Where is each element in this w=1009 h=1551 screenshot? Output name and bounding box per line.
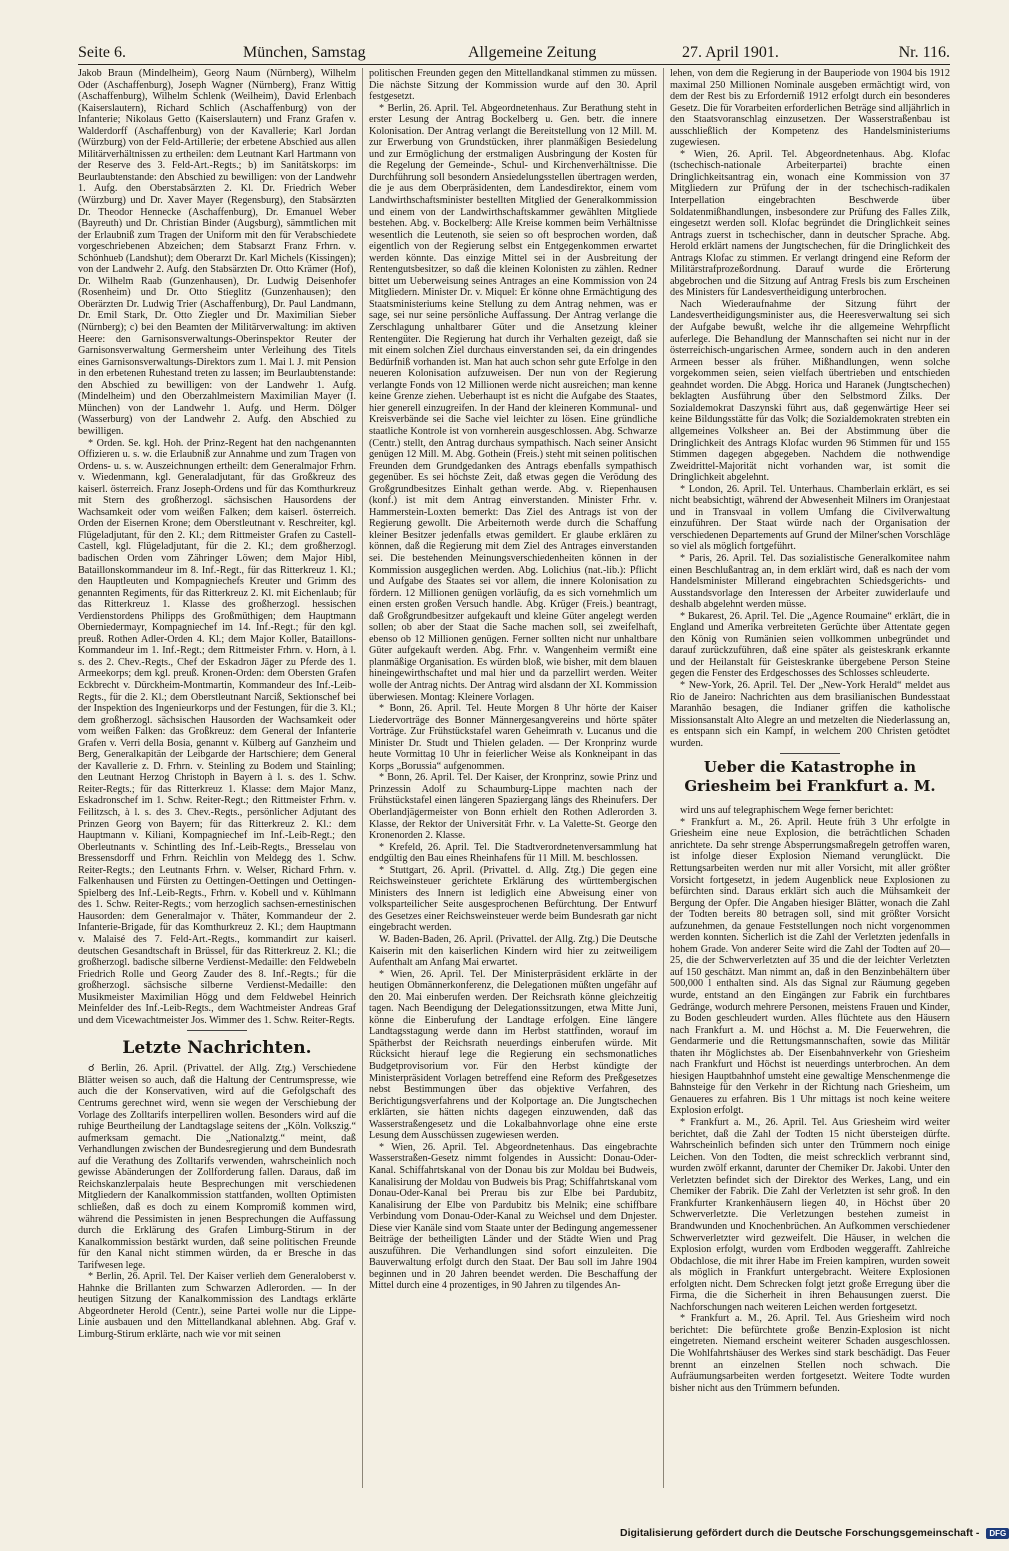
article-paragraph: * London, 26. April. Tel. Unterhaus. Chamberlain erklärt, es sei nicht beabsichtigt, während der Abwesenheit Milners im Oranjestaat und in Transvaal in vollem Umfang die Civilverwaltung einzuführen. Der Staat würde nach der Organisation der verschiedenen Departements auf Grund der Milner'schen Vorschläge so viel als möglich fortgeführt. — [670, 483, 950, 553]
column-3 — [670, 68, 950, 1488]
column-1 — [78, 68, 356, 1488]
article-paragraph: wird uns auf telegraphischem Wege ferner berichtet: — [680, 805, 894, 817]
article-paragraph: W. Baden-Baden, 26. April. (Privattel. der Allg. Ztg.) Die Deutsche Kaiserin mit den kaiserlichen Kindern wird hier zu zeitweiligem Aufenthalt am Anfang Mai erwartet. — [369, 934, 657, 969]
article-paragraph: * Krefeld, 26. April. Tel. Die Stadtverordnetenversammlung hat endgültig den Bau eines Rheinhafens für 11 Mill. M. beschlossen. — [369, 841, 657, 865]
section-divider — [780, 800, 840, 801]
article-paragraph: * Frankfurt a. M., 26. April. Heute früh 3 Uhr erfolgte in Griesheim eine neue Explosion, die beträchtlichen Schaden anrichtete. Da sehr strenge Absperrungsmaßregeln getroffen waren, ist infolge dieser Explosion Niemand verunglückt. Die Rettungsarbeiten werden nur mit aller Vorsicht, mit aller größter Vorsicht fortgesetzt, in jedem Augenblick neue Explosionen zu befürchten sind. Daraus erklärt sich auch die Mühsamkeit der Bergung der Opfer. Die Angaben hiesiger Blätter, wonach die Zahl der Todten bereits 80 betragen soll, sind mit größter Vorsicht aufzunehmen, da genaue Feststellungen noch nicht vorgenommen werden konnten. Sicherlich ist die Zahl der Verletzten jedenfalls in hohem Grade. Von anderer Seite wird die Zahl der Todten auf 20—25, die der Schwerverletzten auf 35 und die der leichter Verletzten auf 150 geschätzt. Man nimmt an, daß in den Benzinbehältern über 500,000 l enthalten sind. Als das Signal zur Räumung gegeben wurde, entstand an den Eingängen zur Fabrik ein furchtbares Gedränge, wodurch mehrere Personen, meistens Frauen und Kinder, zu Boden geschleudert wurden. Alles flüchtete aus den Häusern nach Frankfurt a. M. und Höchst a. M. Die Feuerwehren, die Gendarmerie und die Rettungsmannschaften, sowie das Militär thaten ihr Möglichstes ab. Der Eisenbahnverkehr von Griesheim nach Frankfurt und Höchst ist neuerdings unterbrochen. An dem hiesigen Hauptbahnhof umsteht eine gewaltige Menschenmenge die Bahnsteige für den Verkehr in der Richtung nach Griesheim, um Genaueres zu erfahren. Bis 1 Uhr mittags ist noch keine weitere Explosion erfolgt. — [670, 816, 950, 1117]
article-paragraph: * Bukarest, 26. April. Tel. Die „Agence Roumaine“ erklärt, die in England und Amerika verbreiteten Gerüchte über Attentate gegen den König von Rumänien seien vollkommen unbegründet und darauf zurückzuführen, daß eine später als geisteskrank erkannte und der Heilanstalt für Geisteskranke übergebene Person Steine gegen die Fenster des Erdgeschosses des Schlosses schleuderte. — [670, 610, 950, 680]
column-divider-1 — [362, 68, 363, 1488]
article-paragraph: * Bonn, 26. April. Tel. Der Kaiser, der Kronprinz, sowie Prinz und Prinzessin Adolf zu Schaumburg-Lippe machten nach der Frühstückstafel einen längeren Spaziergang längs des Rheinufers. Der Oberlandjägermeister von Bonn erhielt den Rothen Adlerorden 3. Klasse, der Rektor der Universität Frhr. v. La Valette-St. George den Kronenorden 2. Klasse. — [369, 772, 657, 842]
article-paragraph: * Berlin, 26. April. Tel. Der Kaiser verlieh dem Generaloberst v. Hahnke die Brillanten zum Schwarzen Adlerorden. — In der heutigen Sitzung der Kanalkommission des Landtags erklärte Abgeordneter Herold (Centr.), seine Partei wolle nur die Lippe-Linie ausbauen und den Mittellandkanal ablehnen. Abg. Graf v. Limburg-Stirum erklärte, nach wie vor mit seinen — [78, 1271, 356, 1340]
section-divider — [187, 1030, 247, 1031]
credit-text: Digitalisierung gefördert durch die Deutsche Forschungsgemeinschaft - — [620, 1527, 980, 1539]
masthead-title: Allgemeine Zeitung — [468, 44, 597, 61]
article-paragraph: * Wien, 26. April. Tel. Abgeordnetenhaus. Abg. Klofac (tschechisch-nationale Arbeiterpartei) brachte einen Dringlichkeitsantrag ein, wonach eine Kommission von 37 Mitgliedern zur Prüfung der in der tschechisch-radikalen Interpellation eingebrachten Beschwerde über Soldatenmißhandlungen, insbesondere zur Prüfung des Falles Zilk, eingesetzt werden soll. Klofac begründet die Dringlichkeit seines Antrags zuerst in tschechischer, dann in deutscher Sprache. Abg. Herold erklärt namens der Jungtschechen, für die Dringlichkeit des Antrags Klofac zu stimmen. Er verlangt dringend eine Reform der Militärstrafprozeßordnung. Darauf wurde die Erörterung abgebrochen und die Sitzung auf Antrag Fresls bis zum Erscheinen des Ministers für Landesvertheidigung unterbrochen. — [670, 148, 950, 299]
issue-date: 27. April 1901. — [682, 44, 779, 61]
article-paragraph: Jakob Braun (Mindelheim), Georg Naum (Nürnberg), Wilhelm Oder (Aschaffenburg), Joseph Wagner (Nürnberg), Franz Wittig (Aschaffenburg), Wilhelm Schlenk (Weilheim), David Erlenbach (Kaiserslautern), Richard Schlich (Aschaffenburg) von der Infanterie; Nikolaus Getto (Kaiserslautern) und Franz Grafen v. Walderdorff (Aschaffenburg) von der Kavallerie; Karl Jordan (Würzburg) von der Feld-Artillerie; der erbetene Abschied aus allen Militärverhältnissen zu ertheilen: dem Leutnant Karl Hartmann von der Reserve des 3. Feld-Art.-Regts.; b) im Sanitätskorps: im Beurlaubtenstande: den Abschied zu bewilligen: von der Landwehr 1. Aufg. den Oberstabsärzten 2. Kl. Dr. Friedrich Weber (Würzburg) und Dr. Xaver Mayer (Regensburg), den Stabsärzten Dr. Theodor Hennecke (Aschaffenburg), Dr. Emanuel Weber (Bayreuth) und Dr. Christian Binder (Augsburg), sämmtlichen mit der Erlaubniß zum Tragen der Uniform mit den für Verabschiedete vorgeschriebenen Abzeichen; dem Stabsarzt Franz Frhrn. v. Schönhueb (Landshut); dem Oberarzt Dr. Karl Michels (Kissingen); von der Landwehr 2. Aufg. den Stabsärzten Dr. Otto Krämer (Hof), Dr. Wilhelm Raab (Gunzenhausen), Dr. Ludwig Deisenhofer (Rosenheim) und Dr. Otto Stieglitz (Gunzenhausen); den Oberärzten Dr. Ludwig Trier (Aschaffenburg), Dr. Paul Landmann, Dr. Emil Stark, Dr. Otto Ziegler und Dr. Maximilian Sieber (Nürnberg); c) bei den Beamten der Militärverwaltung: im aktiven Heere: den Garnisonsverwaltungs-Oberinspektor Reuter der Garnisonsverwaltung Germersheim unter Verleihung des Titels eines Garnisonsverwaltungs-Direktors zum 1. Mai l. J. mit Pension in den erbetenen Ruhestand treten zu lassen; im Beurlaubtenstande: den Abschied zu bewilligen: von der Landwehr 1. Aufg. (Mindelheim) und den Oberzahlmeistern Maximilian Mayer (I. München) von der Landwehr 1. Aufg. und Herm. Dölger (Wasserburg) von der Landwehr 2. Aufg. den Abschied zu bewilligen. — [78, 68, 356, 437]
article-paragraph: lehen, von dem die Regierung in der Bauperiode von 1904 bis 1912 maximal 250 Millionen Nominale ausgeben ermächtigt wird, von dem der Rest bis zu Erforderniß 1912 erfolgt durch ein besonderes Gesetz. Die für Vorarbeiten erforderlichen Beträge sind alljährlich in den Staatsvoranschlag einzusetzen. Der Wasserstraßenbau ist ausschließlich der Kompetenz des Handelsministeriums zugewiesen. — [670, 68, 950, 149]
article-paragraph: * Frankfurt a. M., 26. April. Tel. Aus Griesheim wird noch berichtet: Die befürchtete große Benzin-Explosion ist nicht eingetreten. Niemand erscheint weiterer Schaden ausgeschlossen. Die Wohlfahrtshäuser des Werkes sind stark beschädigt. Das Feuer brennt an einzelnen Stellen noch schwach. Die Aufräumungsarbeiten werden fortgesetzt. Weitere Todte wurden bisher nicht aus den Trümmern befunden. — [670, 1313, 950, 1394]
article-paragraph: * Stuttgart, 26. April. (Privattel. d. Allg. Ztg.) Die gegen eine Reichsweinsteuer gerichtete Erklärung des württembergischen Ministers des Innern ist lediglich eine Abweisung einer von volksparteilicher Seite ausgesprochenen Befürchtung. Der Entwurf des Gesetzes einer Reichsweinsteuer werde beim Bundesrath gar nicht eingebracht werden. — [369, 864, 657, 934]
digitization-credit — [620, 1527, 1007, 1543]
place-day: München, Samstag — [243, 44, 366, 61]
article-paragraph: * New-York, 26. April. Tel. Der „New-York Herald“ meldet aus Rio de Janeiro: Nachrichten aus dem brasilianischen Bundesstaat Maranhão besagen, die Indianer griffen die katholische Missionsanstalt Alto Alegre an und metzelten die Niederlassung an, es entspann sich ein Kampf, in welchem 200 Christen getödtet wurden. — [670, 679, 950, 749]
column-2 — [369, 68, 657, 1488]
article-paragraph: * Orden. Se. kgl. Hoh. der Prinz-Regent hat den nachgenannten Offizieren u. s. w. die Erlaubniß zur Annahme und zum Tragen von Ordens- u. s. w. Auszeichnungen ertheilt: dem Generalmajor Frhrn. v. Wiedenmann, kgl. Generaladjutant, für das Großkreuz des kaiserl. österreich. Franz Joseph-Ordens und für das Komthurkreuz mit Stern des großherzogl. sächsischen Hausordens der Wachsamkeit oder vom weißen Falken; dem kaiserl. österreich. Orden der Eisernen Krone; dem Oberstleutnant v. Reschreiter, kgl. Flügeladjutant, für den 2. Kl.; dem Rittmeister Grafen zu Castell-Castell, kgl. Flügeladjutant, für die 2. Kl.; dem großherzogl. badischen Orden vom Zähringer Löwen; dem Major Hibl, Bataillonskommandeur im 8. Inf.-Regt., für das Ritterkreuz 1. Kl.; den Hauptleuten und Kompagniechefs Kreuter und Grimm des genannten Regiments, für das Ritterkreuz 2. Kl. mit Eichenlaub; für das Ritterkreuz 1. Klasse des großherzogl. hessischen Verdienstordens Philipps des Großmüthigen; dem Hauptmann Oberniedermayr, Kompagniechef im 14. Inf.-Regt.; für den kgl. preuß. Rothen Adler-Orden 4. Kl.; dem Major Koller, Bataillons-Kommandeur im 1. Inf.-Regt.; dem Rittmeister Frhrn. v. Horn, à l. s. des 2. Chev.-Regts., Chef der Eskadron Jäger zu Pferde des 1. Armeekorps; dem kgl. preuß. Kronen-Orden: dem Obersten Grafen Eckbrecht v. Dürckheim-Montmartin, Kommandeur des Inf.-Leib-Regts., für die 2. Kl.; dem Oberstleutnant Narciß, Sektionschef bei der Inspektion des Ingenieurkorps und der Festungen, für die 3. Kl.; dem großherzogl. sächsischen Hausorden der Wachsamkeit oder vom weißen Falken: das Großkreuz: dem General der Infanterie Grafen v. Verri della Bosia, genannt v. Külberg auf Ganzheim und Berg, Generalkapitän der Leibgarde der Hartschiere; dem General der Kavallerie z. D. Frhrn. v. Steinling zu Bodem und Stainling; den Leutnant Herzog Christoph in Bayern à l. s. des 1. Schw. Reiter-Regts.; für das Ritterkreuz 1. Klasse: dem Major Manz, Eskadronschef im 1. Schw. Reiter-Regt.; den Rittmeister Frhrn. v. Feilitzsch, à l. s. des 3. Chev.-Regts., persönlicher Adjutant des Prinzen Georg von Bayern; für das Ritterkreuz 2. Kl.: dem Hauptmann v. Kiliani, Kompagniechef im Inf.-Leib-Regt.; den Oberleutnants v. Schintling des Inf.-Leib-Regts., Bresselau von Bressensdorff und Frhrn. Reichlin von Meldegg des 1. Schw. Reiter-Regts.; den Leutnants Frhrn. v. Welser, Richard Frhrn. v. Falkenhausen und Fürsten zu Oettingen-Oettingen und Oettingen-Spielberg des Inf.-Leib-Regts., Frhrn. v. Kobell und v. Kühlmann des 1. Schw. Reiter-Regts.; vom herzoglich sachsen-ernestinischen Hausorden: dem Generalmajor v. Thäter, Kommandeur der 2. Infanterie-Brigade, für das Komthurkreuz 2. Kl.; dem Hauptmann v. Malaisé des 7. Feld-Art.-Regts., kommandirt zur kaiserl. deutschen Gesandtschaft in Brüssel, für das Ritterkreuz 2. Kl.; die großherzogl. badische silberne Verdienst-Medaille: den Feldwebeln Friedrich Rolle und Georg Zauder des 8. Inf.-Regts.; für die großherzogl. sächsische silberne Verdienst-Medaille: den Musikmeister Maximilian Högg und dem Feldwebel Heinrich Meinfelder des Inf.-Leib-Regts., dem Wachtmeister Andreas Graf und dem Vicewachtmeister Jos. Wimmer des 1. Schw. Reiter-Regts. — [78, 437, 356, 1026]
page-number: Seite 6. — [78, 44, 126, 61]
column-divider-2 — [663, 68, 664, 1488]
section-divider — [780, 753, 840, 754]
page-header — [78, 44, 950, 66]
article-paragraph: * Paris, 26. April. Tel. Das sozialistische Generalkomitee nahm einen Beschlußantrag an, in dem erklärt wird, daß es nach der vom Handelsminister Millerand eingebrachten Schiedsgerichts- und Ausstandsvorlage den Interessen der Arbeiter zuwiderlaufe und deshalb abgelehnt werden müsse. — [670, 552, 950, 611]
article-paragraph: * Berlin, 26. April. Tel. Abgeordnetenhaus. Zur Berathung steht in erster Lesung der Antrag Bockelberg u. Gen. betr. die innere Kolonisation. Der Antrag verlangt die Bereitstellung von 12 Mill. M. zur Erwerbung von Grundstücken, ihrer planmäßigen Besiedelung und zur Ermöglichung der erstmaligen Ausbringung der Kosten für die Regelung der Gemeinde-, Schul- und Kirchenverhältnisse. Die Durchführung soll besondern Ansiedelungsstellen übertragen werden, die je aus dem Oberpräsidenten, dem Landesdirektor, einem vom Landwirthschaftsminister bestellten Mitglied der Generalkommission und einem von der Landwirthschaftskammer gewählten Mitgliede bestehen. Abg. v. Bockelberg: Alle Kreise kommen beim Verhältnisse wesentlich die Leutenoth, sie seien so oft besprochen worden, daß eigentlich von der Regierung selbst ein Entgegenkommen erwartet werden könnte. Das einzige Mittel sei in der Ausbreitung der Rentengutsbesitzer, so daß die kleinen Kolonisten zu zählen. Redner bittet um Ueberweisung seines Antrages an eine Kommission von 24 Mitgliedern. Minister Dr. v. Miquel: Er könne ohne Ermächtigung des Staatsministeriums keine Stellung zu dem Antrag nehmen, was er sage, sei nur seine persönliche Auffassung. Der Antrag verlange die Zerschlagung unhaltbarer Güter und die Ansetzung kleiner Rentengüter. Die Regierung hat durch ihr Verhalten gezeigt, daß sie mit einem solchen Ziel durchaus einverstanden sei, da ein dringendes Bedürfniß vorhanden ist. Man hat auch schon sehr gute Erfolge in den neueren Kolonisation aufzuweisen. Der nun von der Regierung verlangte Fonds von 12 Millionen werde nicht ausreichen; man kenne keine Grenze ziehen. Ueberhaupt ist es nicht die Aufgabe des Staates, hier generell einzugreifen. In der Hand der kleineren Kommunal- und Kreisverbände sei die Sache viel leichter zu lösen. Eine gründliche staatliche Kontrole ist von vornherein ausgeschlossen. Abg. Schwarze (Centr.) stellt, den Antrag durchaus sympathisch. Nach seiner Ansicht genügen 12 Mill. M. Abg. Gothein (Freis.) steht mit seinen politischen Freunden dem Grundgedanken des Antrags ebenfalls sympathisch gegenüber. Es sei höchste Zeit, daß etwas gegen die Verödung des Großgrundbesitzes Einhalt gethan werde. Abg. v. Riepenhausen (konf.) ist mit dem Antrag einverstanden. Minister Frhr. v. Hammerstein-Loxten bemerkt: Das Ziel des Antrags ist von der Regierung gewollt. Die Arbeiternoth werde durch die Schaffung kleiner Besitzer jedenfalls etwas gemildert. Er glaube erklären zu können, daß die Regierung mit dem Ziel des Antrages einverstanden sei. Die bestehenden Meinungsverschiedenheiten können in der Kommission ausgeglichen werden. Abg. Lolichius (nat.-lib.): Pflicht und Aufgabe des Staates sei vor allem, die innere Kolonisation zu fördern. 12 Millionen genügen vorläufig, da es sich vornehmlich um einen ersten großen Versuch handle. Abg. Krüger (Freis.) beantragt, daß Großgrundbesitzer aufgekauft und kleine Güter angelegt werden sollen; ob aber der Staat die Sache machen soll, sei zweifelhaft, ebenso ob 12 Millionen genügen. Ferner sollten nicht nur unhaltbare Güter aufgekauft werden. Abg. Frhr. v. Wangenheim vermißt eine planmäßige Organisation. Es würden bloß, wie bisher, mit dem blauen hineingewirthschaftet und mal hier und da parzellirt werden. Weiter wolle der Antrag nichts. Der Antrag wird alsdann der XI. Kommission überwiesen. Montag: Kleinere Vorlagen. — [369, 102, 657, 703]
article-paragraph: * Wien, 26. April. Tel. Abgeordnetenhaus. Das eingebrachte Wasserstraßen-Gesetz nimmt folgendes in Aussicht: Donau-Oder-Kanal. Schiffahrtskanal von der Donau bis zur Moldau bei Budweis, Kanalisirung der Moldau von Budweis bis Prag; Schiffahrtskanal vom Donau-Oder-Kanal bei Prerau bis zur Elbe bei Pardubitz, Kanalisirung der Elbe von Pardubitz bis Melnik; eine schiffbare Verbindung vom Donau-Oder-Kanal zu Weichsel und dem Dnjester. Diese vier Kanäle sind vom Staate unter der Bedingung angemessener Beiträge der betheiligten Länder und der Städte Wien und Prag auszuführen. Die Verhandlungen sind sofort einzuleiten. Die Bauverwaltung erfolgt durch den Staat. Der Bau soll im Jahre 1904 beginnen und in 20 Jahren beendet werden. Die Beschaffung der Mittel durch eine 4 prozentiges, in 90 Jahren zu tilgendes An- — [369, 1141, 657, 1292]
dfg-logo: DFG — [986, 1528, 1009, 1539]
section-title-letzte-nachrichten: Letzte Nachrichten. — [122, 1038, 312, 1059]
issue-number: Nr. 116. — [898, 44, 950, 61]
article-paragraph: * Bonn, 26. April. Tel. Heute Morgen 8 Uhr hörte der Kaiser Liedervorträge des Bonner Männergesangvereins und hörte später Vorträge. Zur Frühstückstafel waren Geheimrath v. Lucanus und die Minister Dr. Studt und Thielen geladen. — Der Kronprinz wurde heute Vormittag 10 Uhr in feierlicher Weise als Konkneipant in das Korps „Borussia“ aufgenommen. — [369, 703, 657, 772]
article-paragraph: ☌ Berlin, 26. April. (Privattel. der Allg. Ztg.) Verschiedene Blätter weisen so auch, daß die Haltung der Centrumspresse, wie auch die der Konservativen, wird auf die Gefolgschaft des Centrums gerechnet wird, wenn sie wegen der Verschiebung der Vorlage des Zolltarifs interpelliren wollen. Besonders wird auf die ruhige Beurtheilung der Landtagslage seitens der „Köln. Volkszig.“ aufmerksam gemacht. Die „Nationalztg.“ meint, daß Verhandlungen zwischen der Bundesregierung und dem Bundesrath auf die Verathung des Zolltarifs verwenden, wahrscheinlich noch gewisse Abänderungen der Zollforderung fallen. Daraus, daß im Reichskanzlerpalais heute Besprechungen mit verschiedenen Mitgliedern der Kanalkommission stattfanden, wollten Optimisten schließen, daß es doch zu einem Kompromiß kommen wird, während die Pessimisten in jenen Besprechungen die Auffassung durch die Erklärung des Grafen Limburg-Stirum in der Kanalkommission bestärkt wurden, daß seine politischen Freunde für den Kanal nicht stimmen würden, da er Bresche in das Tarifwesen lege. — [78, 1063, 356, 1271]
article-paragraph: * Frankfurt a. M., 26. April. Tel. Aus Griesheim wird weiter berichtet, daß die Zahl der Todten 15 nicht übersteigen dürfte. Wahrscheinlich befinden sich unter den Trümmern noch einige Leichen. Von den Todten, die meist schrecklich verbrannt sind, wurden zwölf erkannt, darunter der Chemiker Dr. Jakobi. Unter den Verletzten befindet sich der Direktor des Werkes, Lang, und ein Chemiker der Fabrik. Die Zahl der Verletzten ist sehr groß. In den Frankfurter Krankenhäusern liegen 40, in Höchst über 20 Schwerverletzte. Die Verletzungen bestehen zumeist in Brandwunden und Knochenbrüchen. An Aufkommen verschiedener Schwerverletzter wird gezweifelt. Die Häuser, in welchen die Explosion erfolgt, wurden vom Erdboden weggerafft. Zahlreiche Obdachlose, die mit ihrer Habe im Freien kampiren, wurden soweit als möglich in Frankfurt untergebracht. Weitere Explosionen erfolgten nicht. Dem Schrecken folgt jetzt große Erregung über die Firma, die die Sicherheit in ihren Behausungen zuerst. Die Nachforschungen nach weiteren Leichen werden fortgesetzt. — [670, 1117, 950, 1313]
article-paragraph: politischen Freunden gegen den Mittellandkanal stimmen zu müssen. Die nächste Sitzung der Kommission wurde auf den 30. April festgesetzt. — [369, 68, 657, 103]
article-paragraph: * Wien, 26. April. Tel. Der Ministerpräsident erklärte in der heutigen Obmännerkonferenz, die Delegationen müßten ungefähr auf den 20. Mai einberufen werden. Der Reichsrath könne gleichzeitig tagen. Nach Beendigung der Delegationssitzungen, etwa Mitte Juni, könne die Einberufung der Landtage erfolgen. Eine längere Landtagsstagung werde dann im Herbst stattfinden, worauf im Spätherbst der Reichsrath neuerdings einberufen würde. Mit Rücksicht hierauf lege die Regierung ein sechsmonatliches Budgetprovisorium vor. Für den Herbst kündigte der Ministerpräsident Vorlagen betreffend eine Reform des Preßgesetzes nebst Bestimmungen über das objektive Verfahren, des Berichtigungsverfahrens und der Kolportage an. Die Jungtschechen erklärten, sie hätten nichts dagegen einzuwenden, daß das Wasserstraßengesetz und die Lokalbahnvorlage ohne eine erste Lesung dem Ausschüssen zugewiesen werden. — [369, 968, 657, 1142]
header-rule — [78, 64, 950, 65]
section-title-griesheim: Ueber die Katastrophe in Griesheim bei Frankfurt a. M. — [684, 758, 936, 796]
article-paragraph: Nach Wiederaufnahme der Sitzung führt der Landesvertheidigungsminister aus, die Heeresverwaltung sei sich der Aufgabe bewußt, welche ihr die allgemeine Wehrpflicht auferlege. Die Behandlung der Mannschaften sei nicht nur in der österreichisch-ungarischen Armee, sondern auch in den anderen Armeen besser als früher. Mißhandlungen, wenn solche vorgekommen seien, seien vielfach übertrieben und entschieden geahndet worden. Die Abgg. Horica und Haranek (Jungtschechen) beklagten Ausführung über den Selbstmord Zilks. Der Sozialdemokrat Daszynski führt aus, daß gegenwärtige Heer sei keine Bildungsstätte für das Volk; die Sozialdemokraten strebten ein allgemeines Volksheer an. Bei der Abstimmung über die Dringlichkeit des Antrags Klofac wurden 96 Stimmen für und 155 Stimmen dagegen abgegeben. Nachdem die nothwendige Zweidrittel-Majorität nicht vorhanden war, ist somit die Dringlichkeit abgelehnt. — [670, 298, 950, 484]
